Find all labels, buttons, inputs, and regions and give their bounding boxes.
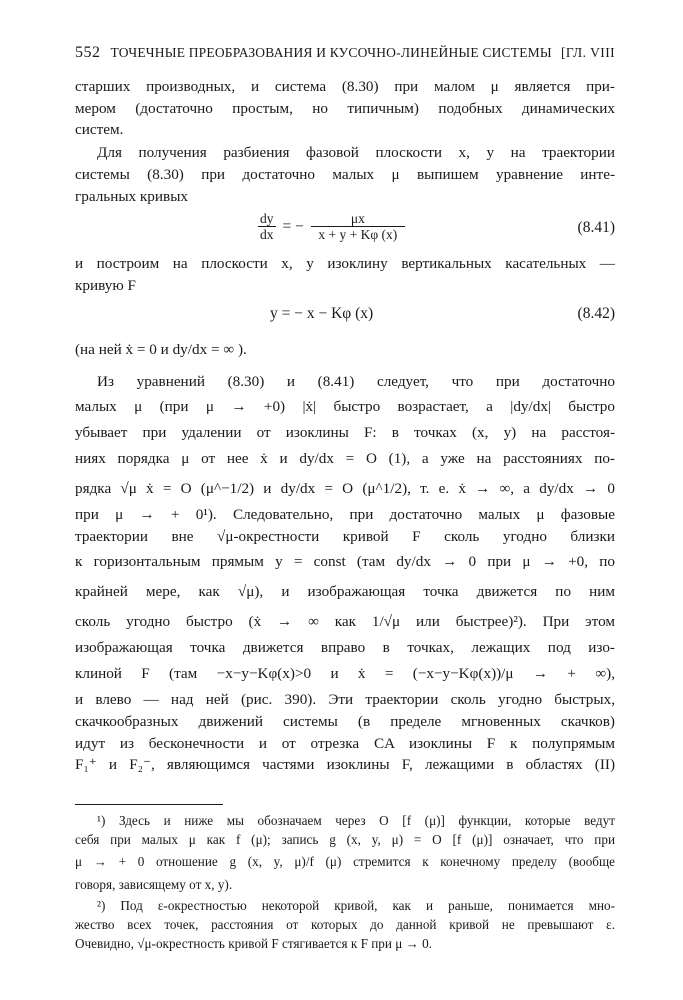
chapter-label: [ГЛ. VIII xyxy=(560,45,615,60)
denominator: dx xyxy=(260,227,274,243)
equation-8-42 xyxy=(75,297,615,335)
text-line: клиной F (там −x−y−Kφ(x)>0 и ẋ = (−x−y−Kφ(x))/μ → + ∞), xyxy=(75,665,615,683)
footnote-line: ¹) Здесь и ниже мы обозначаем через O [f (μ)] функции, которые ведут xyxy=(97,812,615,828)
text-line: ниях порядка μ от нее ẋ и dy/dx = O (1), а уже на расстояниях по- xyxy=(75,450,615,468)
text-line: изображающая точка движется вправо в точках, лежащих под изо- xyxy=(75,639,615,657)
fraction-dy-dx xyxy=(258,211,276,242)
text-line: при μ → + 0¹). Следовательно, при достаточно малых μ фазовые xyxy=(75,506,615,524)
text-line: траектории вне √μ-окрестности кривой F сколь угодно близки xyxy=(75,527,615,545)
equation-number: (8.41) xyxy=(577,219,615,237)
fraction-rhs xyxy=(311,211,405,242)
footnote-line: говоря, зависящему от x, y). xyxy=(75,876,233,892)
text-line: крайней мере, как √μ), и изображающая точка движется по ним xyxy=(75,583,615,601)
footnote-line: Очевидно, √μ-окрестность кривой F стягивается к F при μ → 0. xyxy=(75,935,432,951)
denominator: x + y + Kφ (x) xyxy=(318,227,398,243)
text-line: кривую F xyxy=(75,276,136,294)
numerator: dy xyxy=(260,211,274,227)
equation-body: y = − x − Kφ (x) xyxy=(270,304,374,322)
numerator: μx xyxy=(311,211,405,227)
footnote-line: μ → + 0 отношение g (x, y, μ)/f (μ) стремится к конечному пределу (вообще xyxy=(75,853,615,869)
text-line: убывает при удалении от изоклины F: в точках (x, y) на расстоя- xyxy=(75,424,615,442)
page-number: 552 xyxy=(75,44,101,61)
text-line: Из уравнений (8.30) и (8.41) следует, что при достаточно xyxy=(97,372,615,390)
text-line: гральных кривых xyxy=(75,187,188,205)
text-line: мером (достаточно простым, но типичным) подобных динамических xyxy=(75,99,615,117)
paragraph-5 xyxy=(75,371,615,776)
book-page xyxy=(75,44,615,953)
text-line: старших производных, и система (8.30) при малом μ является при- xyxy=(75,78,615,95)
text-line: системы (8.30) при достаточно малых μ выпишем уравнение инте- xyxy=(75,165,615,183)
text-line: F₁⁺ и F₂⁻, являющимся частями изоклины F, лежащими в областях (II) xyxy=(75,756,615,774)
text-line: Для получения разбиения фазовой плоскости x, y на траектории xyxy=(97,144,615,162)
footnote-2 xyxy=(75,896,615,953)
footnote-1 xyxy=(75,811,615,894)
paragraph-1 xyxy=(75,76,615,141)
footnote-line: себя при малых μ как f (μ); запись g (x, y, μ) = O [f (μ)] означает, что при xyxy=(75,831,615,847)
footnote-line: ²) Под ε-окрестностью некоторой кривой, как и раньше, понимается мно- xyxy=(97,897,615,913)
running-header xyxy=(75,44,615,62)
text-line: систем. xyxy=(75,121,124,139)
text-line: скачкообразных движений системы (в пределе мгновенных скачков) xyxy=(75,712,615,730)
text-line: малых μ (при μ → +0) |ẋ| быстро возрастает, а |dy/dx| быстро xyxy=(75,398,615,416)
text-line: рядка √μ ẋ = O (μ^−1/2) и dy/dx = O (μ^1/2), т. е. ẋ → ∞, а dy/dx → 0 xyxy=(75,480,615,498)
equals-minus: = − xyxy=(282,217,304,235)
running-title: ТОЧЕЧНЫЕ ПРЕОБРАЗОВАНИЯ И КУСОЧНО-ЛИНЕЙНЫЕ СИСТЕМЫ xyxy=(110,45,552,60)
text-line: к горизонтальным прямым y = const (там dy/dx → 0 при μ → +0, по xyxy=(75,553,615,571)
paragraph-3 xyxy=(75,253,615,296)
text-line: и влево — над ней (рис. 390). Эти траектории сколь угодно быстрых, xyxy=(75,691,615,709)
footnote-line: жество всех точек, расстояния от которых до данной кривой не превышают ε. xyxy=(75,916,615,932)
text-line: и построим на плоскости x, y изоклину вертикальных касательных — xyxy=(75,255,615,273)
footnote-separator xyxy=(75,804,223,805)
equation-8-41 xyxy=(75,207,615,253)
text-line: (на ней ẋ = 0 и dy/dx = ∞ ). xyxy=(75,340,247,358)
equation-number: (8.42) xyxy=(577,304,615,322)
equation-body xyxy=(255,211,408,242)
paragraph-2 xyxy=(75,142,615,207)
text-line: идут из бесконечности и от отрезка CA изоклины F к полупрямым xyxy=(75,734,615,752)
text-line: сколь угодно быстро (ẋ → ∞ как 1/√μ или быстрее)²). При этом xyxy=(75,613,615,631)
